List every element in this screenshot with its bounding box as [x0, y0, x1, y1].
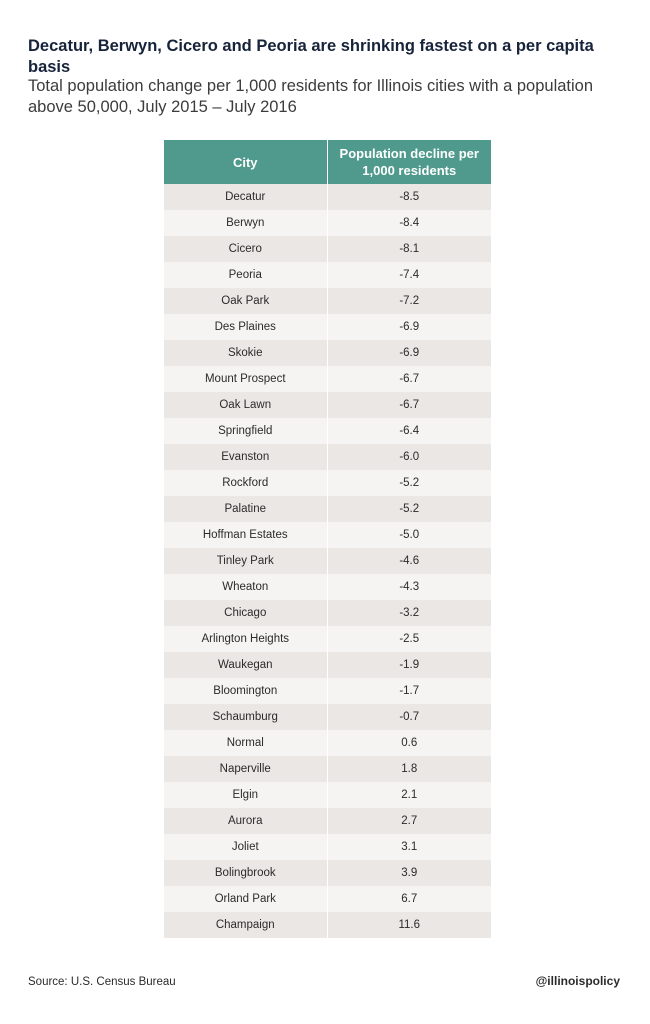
table-row: [164, 704, 491, 730]
value-cell: -4.6: [327, 548, 491, 574]
city-cell: Wheaton: [164, 574, 327, 600]
city-cell: Champaign: [164, 912, 327, 938]
city-cell: Peoria: [164, 262, 327, 288]
value-cell: -6.9: [327, 314, 491, 340]
city-cell: Skokie: [164, 340, 327, 366]
column-header-decline: Population decline per 1,000 residents: [327, 140, 491, 184]
table-row: [164, 730, 491, 756]
table-row: [164, 184, 491, 210]
table-row: [164, 288, 491, 314]
value-cell: 0.6: [327, 730, 491, 756]
value-cell: 2.1: [327, 782, 491, 808]
value-cell: 11.6: [327, 912, 491, 938]
table-row: [164, 756, 491, 782]
table-row: [164, 626, 491, 652]
table-row: [164, 210, 491, 236]
value-cell: -5.2: [327, 496, 491, 522]
value-cell: -7.2: [327, 288, 491, 314]
value-cell: -8.4: [327, 210, 491, 236]
value-cell: 3.9: [327, 860, 491, 886]
city-cell: Tinley Park: [164, 548, 327, 574]
table-row: [164, 808, 491, 834]
value-cell: -6.7: [327, 366, 491, 392]
table-row: [164, 886, 491, 912]
value-cell: -2.5: [327, 626, 491, 652]
value-cell: -1.7: [327, 678, 491, 704]
table-header-row: [164, 140, 491, 184]
city-cell: Elgin: [164, 782, 327, 808]
table-row: [164, 600, 491, 626]
table-row: [164, 496, 491, 522]
table-row: [164, 314, 491, 340]
table-row: [164, 262, 491, 288]
value-cell: 2.7: [327, 808, 491, 834]
value-cell: -6.0: [327, 444, 491, 470]
table-row: [164, 470, 491, 496]
city-cell: Chicago: [164, 600, 327, 626]
table-row: [164, 522, 491, 548]
city-cell: Oak Park: [164, 288, 327, 314]
chart-subtitle: Total population change per 1,000 residents for Illinois cities with a population above 50,000, July 2015 – July 2016: [28, 77, 594, 116]
city-cell: Bloomington: [164, 678, 327, 704]
value-cell: 3.1: [327, 834, 491, 860]
source-note: Source: U.S. Census Bureau: [28, 976, 176, 988]
value-cell: 6.7: [327, 886, 491, 912]
table-row: [164, 912, 491, 938]
city-cell: Naperville: [164, 756, 327, 782]
value-cell: -4.3: [327, 574, 491, 600]
city-cell: Oak Lawn: [164, 392, 327, 418]
chart-title: Decatur, Berwyn, Cicero and Peoria are shrinking fastest on a per capita basis: [28, 37, 594, 76]
city-cell: Rockford: [164, 470, 327, 496]
table-row: [164, 834, 491, 860]
city-cell: Decatur: [164, 184, 327, 210]
city-cell: Bolingbrook: [164, 860, 327, 886]
city-cell: Evanston: [164, 444, 327, 470]
table-row: [164, 574, 491, 600]
column-header-city: City: [164, 140, 327, 184]
social-handle: @illinoispolicy: [535, 974, 620, 988]
value-cell: -6.9: [327, 340, 491, 366]
city-cell: Waukegan: [164, 652, 327, 678]
city-cell: Normal: [164, 730, 327, 756]
table-row: [164, 340, 491, 366]
city-cell: Arlington Heights: [164, 626, 327, 652]
table-body: [164, 184, 491, 938]
table-row: [164, 444, 491, 470]
city-cell: Joliet: [164, 834, 327, 860]
value-cell: -3.2: [327, 600, 491, 626]
table-row: [164, 366, 491, 392]
city-cell: Hoffman Estates: [164, 522, 327, 548]
value-cell: -6.4: [327, 418, 491, 444]
value-cell: -0.7: [327, 704, 491, 730]
table-row: [164, 652, 491, 678]
table-row: [164, 392, 491, 418]
table-row: [164, 678, 491, 704]
table-row: [164, 548, 491, 574]
city-cell: Schaumburg: [164, 704, 327, 730]
value-cell: -8.5: [327, 184, 491, 210]
table-row: [164, 236, 491, 262]
city-cell: Mount Prospect: [164, 366, 327, 392]
city-cell: Cicero: [164, 236, 327, 262]
city-cell: Des Plaines: [164, 314, 327, 340]
city-cell: Aurora: [164, 808, 327, 834]
city-cell: Palatine: [164, 496, 327, 522]
value-cell: 1.8: [327, 756, 491, 782]
value-cell: -5.2: [327, 470, 491, 496]
table-row: [164, 782, 491, 808]
table-row: [164, 860, 491, 886]
city-cell: Berwyn: [164, 210, 327, 236]
value-cell: -6.7: [327, 392, 491, 418]
value-cell: -1.9: [327, 652, 491, 678]
value-cell: -8.1: [327, 236, 491, 262]
population-table: [164, 140, 491, 938]
city-cell: Springfield: [164, 418, 327, 444]
value-cell: -7.4: [327, 262, 491, 288]
table-row: [164, 418, 491, 444]
value-cell: -5.0: [327, 522, 491, 548]
city-cell: Orland Park: [164, 886, 327, 912]
